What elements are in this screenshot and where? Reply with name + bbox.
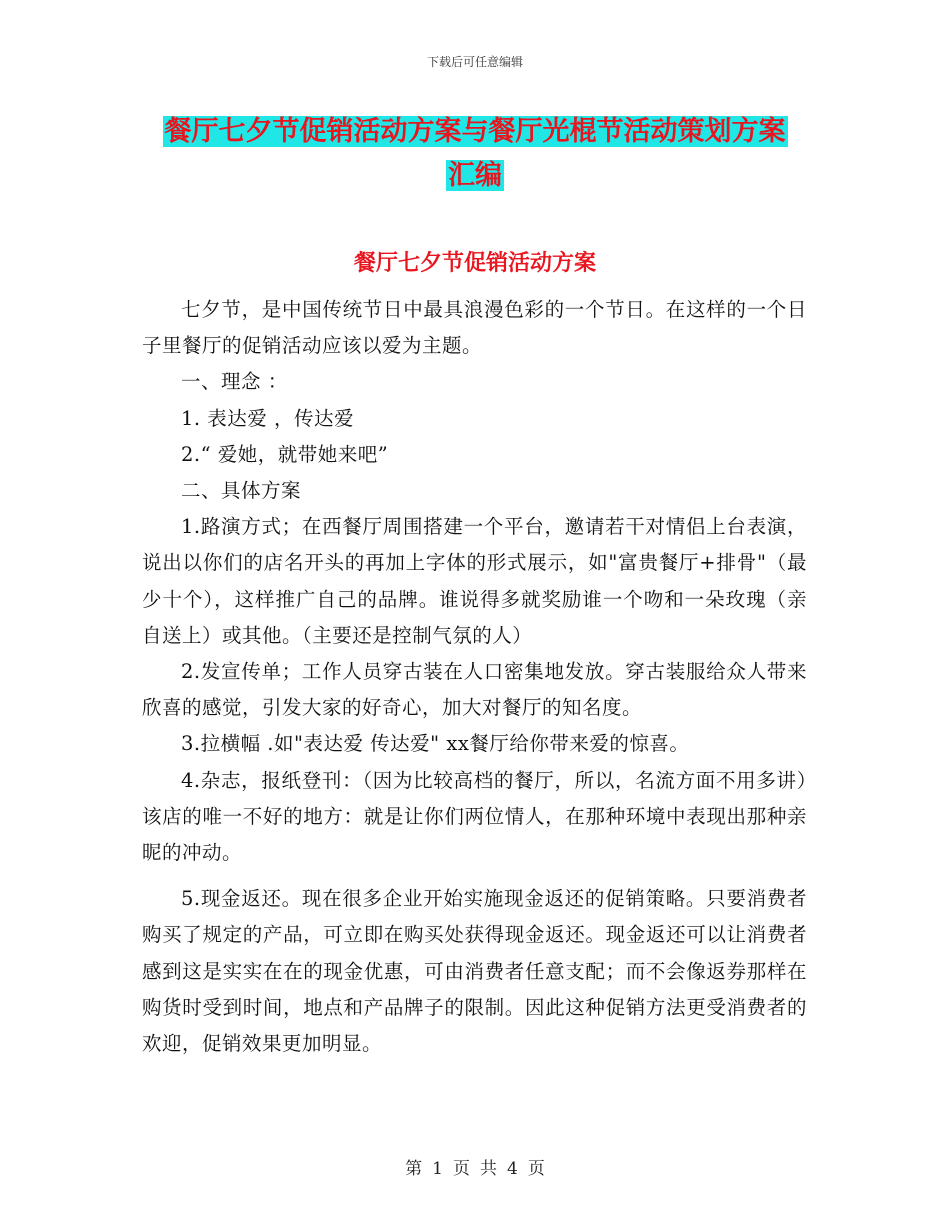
paragraph-concept-2: 2.“ 爱她，就带她来吧”	[181, 442, 389, 466]
header-note: 下载后可任意编辑	[426, 55, 523, 69]
paragraph-plan-4: 4.杂志，报纸登刊：（因为比较高档的餐厅，所以，名流方面不用多讲）该店的唯一不好的地方：就是让你们两位情人，在那种环境中表现出那种亲昵的冲动。	[142, 768, 807, 865]
paragraph-intro: 七夕节，是中国传统节日中最具浪漫色彩的一个节日。在这样的一个日子里餐厅的促销活动应该以爱为主题。	[142, 298, 807, 358]
paragraph-plan-heading: 二、具体方案	[181, 479, 302, 503]
document-title	[140, 110, 810, 198]
footer-total-pages: 4	[507, 1159, 518, 1179]
footer-label-page-suffix: 页	[453, 1159, 470, 1179]
title-line-2: 汇编	[448, 160, 502, 191]
paragraph-plan-1: 1.路演方式；在西餐厅周围搭建一个平台，邀请若干对情侣上台表演，说出以你们的店名开头的再加上字体的形式展示，如"富贵餐厅+排骨"（最少十个），这样推广自己的品牌。谁说得多就奖励谁一个吻和一朵玫瑰（亲自送上）或其他。（主要还是控制气氛的人）	[142, 515, 807, 647]
paragraph-plan-2: 2.发宣传单；工作人员穿古装在人口密集地发放。穿古装服给众人带来欣喜的感觉，引发大家的好奇心，加大对餐厅的知名度。	[142, 660, 807, 720]
section-title: 餐厅七夕节促销活动方案	[353, 251, 596, 276]
document-body	[142, 292, 807, 1062]
title-line-1: 餐厅七夕节促销活动方案与餐厅光棍节活动策划方案	[164, 116, 786, 147]
footer-label-total-suffix: 页	[527, 1159, 545, 1179]
footer-label-total: 共	[480, 1159, 497, 1179]
page-footer	[0, 1154, 950, 1179]
footer-page-number: 1	[432, 1159, 443, 1179]
paragraph-plan-5: 5.现金返还。现在很多企业开始实施现金返还的促销策略。只要消费者购买了规定的产品，可立即在购买处获得现金返还。现金返还可以让消费者感到这是实实在在的现金优惠，可由消费者任意支配；而不会像返券那样在购货时受到时间，地点和产品牌子的限制。因此这种促销方法更受消费者的欢迎，促销效果更加明显。	[142, 887, 807, 1056]
paragraph-concept-1: 1. 表达爱 ，传达爱	[181, 406, 355, 430]
footer-label-page: 第	[405, 1159, 423, 1179]
paragraph-concept-heading: 一、理念 ：	[181, 370, 288, 394]
paragraph-plan-3: 3.拉横幅 .如"表达爱 传达爱" xx餐厅给你带来爱的惊喜。	[181, 732, 690, 756]
